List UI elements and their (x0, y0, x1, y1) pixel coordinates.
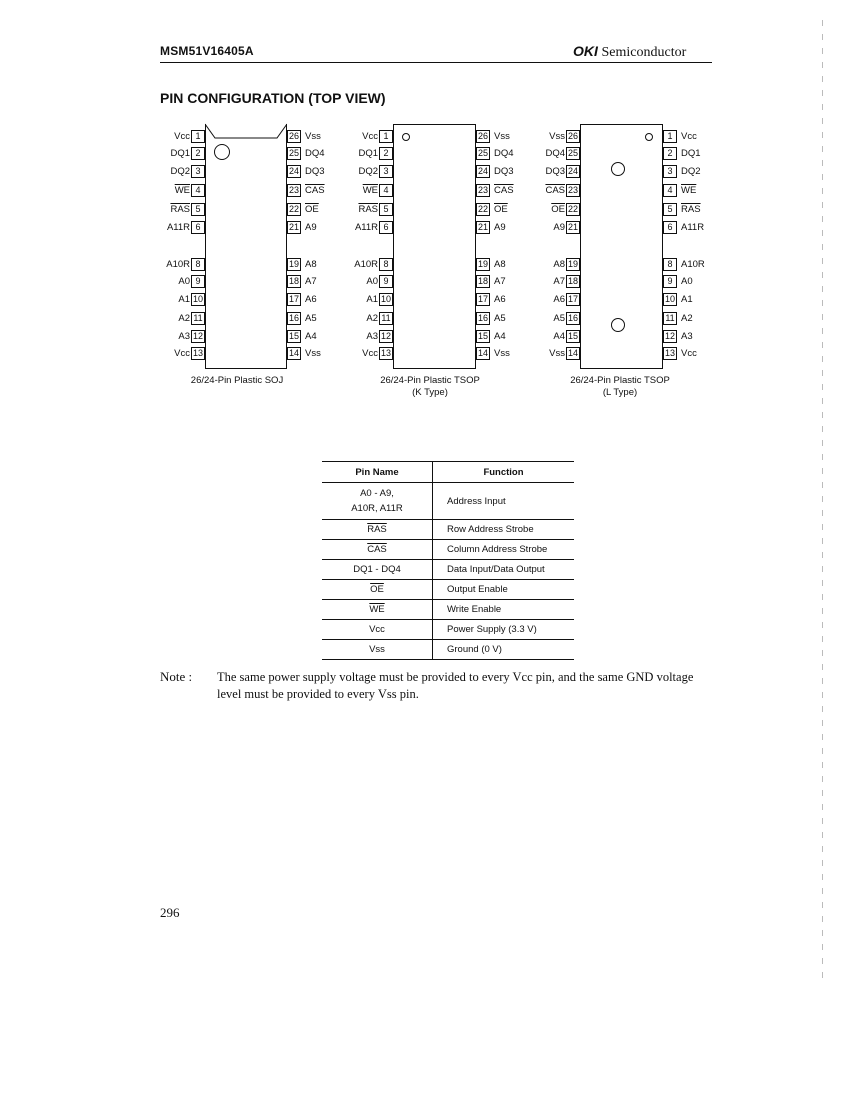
pin-number: 21 (477, 222, 488, 232)
pin-label: Vcc (174, 348, 190, 359)
pin-label: Vss (305, 131, 321, 142)
pin-label: Vss (549, 131, 565, 142)
pin-number: 14 (288, 348, 299, 358)
function-cell: Power Supply (3.3 V) (433, 620, 575, 640)
caption-line: 26/24-Pin Plastic TSOP (570, 375, 670, 386)
function-cell: Row Address Strobe (433, 520, 575, 540)
pin-label: A9 (553, 222, 565, 233)
pin-label: A4 (305, 331, 317, 342)
note-label: Note : (160, 669, 193, 684)
pin-number: 19 (288, 259, 299, 269)
pin-number: 15 (567, 331, 578, 341)
pin-name-cell: Vcc (322, 620, 433, 640)
pin-number: 3 (191, 165, 205, 178)
table-row (322, 600, 574, 620)
brand-suffix: Semiconductor (601, 45, 687, 60)
pin-label: A3 (366, 331, 378, 342)
pin-label: Vcc (362, 131, 378, 142)
pin-number: 21 (288, 222, 299, 232)
pin-label: $\overline{RAS}$ (170, 204, 190, 215)
table-row (322, 540, 574, 560)
pin-number: 25 (477, 148, 488, 158)
pin-label: Vcc (681, 131, 697, 142)
pin-label: A10R (354, 259, 378, 270)
pin-number: 18 (288, 276, 299, 286)
pin-function-table (322, 461, 574, 660)
pin-label: A8 (305, 259, 317, 270)
pin-number: 4 (379, 184, 393, 197)
pin-number: 10 (664, 294, 675, 304)
function-cell: Ground (0 V) (433, 640, 575, 660)
function-cell: Column Address Strobe (433, 540, 575, 560)
pin-number: 11 (379, 312, 393, 325)
package-body (205, 124, 287, 369)
pin-label: A4 (553, 331, 565, 342)
section-title: PIN CONFIGURATION (TOP VIEW) (160, 90, 386, 106)
pin-number: 24 (288, 166, 299, 176)
pin-label: A0 (366, 276, 378, 287)
pin-label: DQ3 (494, 166, 514, 177)
pin-label: Vss (549, 348, 565, 359)
pin-label: Vss (494, 348, 510, 359)
pin-label: Vcc (362, 348, 378, 359)
pin-number: 6 (379, 221, 393, 234)
pin-label: Vcc (681, 348, 697, 359)
orientation-marker (611, 162, 625, 176)
pin-label: A1 (366, 294, 378, 305)
pin-label: A8 (553, 259, 565, 270)
pin-name-cell: $\overline{WE}$ (322, 600, 433, 620)
pin-label: $\overline{CAS}$ (494, 185, 514, 196)
pin-label: A10R (166, 259, 190, 270)
pin-name-cell (322, 483, 433, 520)
pin-number: 1 (663, 130, 677, 143)
pin-label: $\overline{CAS}$ (305, 185, 325, 196)
pin-name-cell: $\overline{RAS}$ (322, 520, 433, 540)
caption-subline: (L Type) (602, 387, 638, 398)
pin-number: 24 (567, 166, 578, 176)
package-body (580, 124, 663, 369)
pin-label: DQ4 (545, 148, 565, 159)
pin-label: A5 (305, 313, 317, 324)
pin-label: DQ1 (681, 148, 701, 159)
caption-subline: (K Type) (412, 387, 448, 398)
pin-number: 22 (288, 204, 299, 214)
pin-label: DQ2 (681, 166, 701, 177)
pin-number: 24 (477, 166, 488, 176)
pin-name: A10R, A11R (351, 503, 403, 514)
pin-label: DQ1 (358, 148, 378, 159)
pin1-marker (645, 133, 653, 141)
pin-number: 8 (191, 258, 205, 271)
pin-name-cell: $\overline{OE}$ (322, 580, 433, 600)
pin-label: A6 (494, 294, 506, 305)
pin-number: 22 (567, 204, 578, 214)
pin-label: DQ4 (305, 148, 325, 159)
pin-name: A0 - A9, (360, 488, 394, 499)
pin-number: 4 (191, 184, 205, 197)
pin-number: 5 (663, 203, 677, 216)
pin-label: A7 (494, 276, 506, 287)
pin-number: 1 (379, 130, 393, 143)
pin-number: 1 (191, 130, 205, 143)
pin-number: 4 (663, 184, 677, 197)
pin-label: A9 (494, 222, 506, 233)
pin-number: 18 (477, 276, 488, 286)
pin-label: A11R (354, 222, 378, 233)
pin-number: 12 (380, 331, 391, 341)
pin-label: $\overline{WE}$ (681, 185, 697, 196)
page-edge-rule (822, 20, 823, 980)
pin-number: 18 (567, 276, 578, 286)
pin-number: 9 (379, 275, 393, 288)
pin-number: 3 (379, 165, 393, 178)
pin-number: 17 (288, 294, 299, 304)
pin-number: 17 (567, 294, 578, 304)
table-row (322, 620, 574, 640)
pin-label: A7 (553, 276, 565, 287)
table-row (322, 520, 574, 540)
pin-number: 13 (380, 348, 391, 358)
pin-number: 13 (192, 348, 203, 358)
pin-label: A2 (681, 313, 693, 324)
pin-label: $\overline{RAS}$ (681, 204, 701, 215)
pin-name-cell: Vss (322, 640, 433, 660)
pin-label: A1 (681, 294, 693, 305)
pin-label: $\overline{WE}$ (362, 185, 378, 196)
header-part-number: MSM51V16405A (160, 44, 254, 58)
pin-number: 10 (192, 294, 203, 304)
pin-number: 15 (288, 331, 299, 341)
pin-number: 23 (288, 185, 299, 195)
table-row (322, 640, 574, 660)
pin-label: DQ2 (358, 166, 378, 177)
pin-number: 26 (288, 131, 299, 141)
pin-number: 12 (664, 331, 675, 341)
brand-logo: OKI (573, 43, 598, 59)
pin-label: A3 (681, 331, 693, 342)
table-row (322, 483, 574, 520)
pin-number: 21 (567, 222, 578, 232)
pin-number: 14 (567, 348, 578, 358)
page-number: 296 (160, 905, 180, 920)
pin-number: 8 (379, 258, 393, 271)
orientation-marker (611, 318, 625, 332)
pin-label: Vss (305, 348, 321, 359)
pin-label: A11R (681, 222, 705, 233)
pin-label: A5 (494, 313, 506, 324)
package-caption-tsop-l (560, 375, 680, 399)
pin-name-cell: DQ1 - DQ4 (322, 560, 433, 580)
pin-number: 10 (380, 294, 391, 304)
column-header: Pin Name (322, 462, 433, 483)
pin-label: A10R (681, 259, 705, 270)
pin-number: 2 (663, 147, 677, 160)
pin-label: Vss (494, 131, 510, 142)
pin-label: Vcc (174, 131, 190, 142)
pin-number: 5 (191, 203, 205, 216)
pin-label: DQ4 (494, 148, 514, 159)
pin-number: 2 (191, 147, 205, 160)
pin-label: DQ2 (170, 166, 190, 177)
pin-number: 14 (477, 348, 488, 358)
package-body (393, 124, 476, 369)
pin-number: 16 (567, 313, 578, 323)
function-cell: Address Input (433, 483, 575, 520)
pin-label: DQ3 (545, 166, 565, 177)
pin-number: 9 (191, 275, 205, 288)
pin-label: A9 (305, 222, 317, 233)
pin-label: A1 (178, 294, 190, 305)
pin-number: 25 (288, 148, 299, 158)
caption-line: 26/24-Pin Plastic SOJ (190, 375, 284, 386)
pin-label: DQ3 (305, 166, 325, 177)
note-text: The same power supply voltage must be provided to every Vcc pin, and the same GND voltage level must be provided to every Vss pin. (217, 670, 694, 701)
pin-number: 2 (379, 147, 393, 160)
pin-number: 26 (477, 131, 488, 141)
function-cell: Write Enable (433, 600, 575, 620)
column-header: Function (433, 462, 575, 483)
pin-label: A6 (305, 294, 317, 305)
pin-label: A5 (553, 313, 565, 324)
pin-label: $\overline{OE}$ (305, 204, 319, 215)
pin-label: A7 (305, 276, 317, 287)
pin-label: A6 (553, 294, 565, 305)
pin-number: 22 (477, 204, 488, 214)
pin-number: 6 (663, 221, 677, 234)
pin-number: 3 (663, 165, 677, 178)
pin-number: 26 (567, 131, 578, 141)
pin-label: $\overline{WE}$ (174, 185, 190, 196)
pin1-marker (402, 133, 410, 141)
header-rule (160, 62, 712, 63)
pin-number: 11 (191, 312, 205, 325)
package-notch (205, 123, 287, 141)
pin-number: 8 (663, 258, 677, 271)
pin-number: 16 (288, 313, 299, 323)
pin-label: DQ1 (170, 148, 190, 159)
pin-number: 12 (192, 331, 203, 341)
pin-number: 23 (567, 185, 578, 195)
header-brand (573, 43, 686, 61)
pin-number: 19 (567, 259, 578, 269)
pin-number: 16 (477, 313, 488, 323)
pin-number: 23 (477, 185, 488, 195)
pin-label: A0 (681, 276, 693, 287)
pin-label: A2 (366, 313, 378, 324)
pin-number: 5 (379, 203, 393, 216)
pin-label: $\overline{OE}$ (494, 204, 508, 215)
function-cell: Data Input/Data Output (433, 560, 575, 580)
table-row (322, 560, 574, 580)
pin-number: 6 (191, 221, 205, 234)
pin-number: 9 (663, 275, 677, 288)
pin-label: A0 (178, 276, 190, 287)
pin-label: A3 (178, 331, 190, 342)
pin-label: A2 (178, 313, 190, 324)
table-row (322, 580, 574, 600)
function-cell: Output Enable (433, 580, 575, 600)
pin-name-cell: $\overline{CAS}$ (322, 540, 433, 560)
pin-label: $\overline{OE}$ (551, 204, 565, 215)
table-header-row (322, 462, 574, 483)
pin-label: A4 (494, 331, 506, 342)
pin-label: A11R (166, 222, 190, 233)
pin-label: $\overline{RAS}$ (358, 204, 378, 215)
package-caption-tsop-k (370, 375, 490, 399)
pin-number: 11 (663, 312, 677, 325)
pin-label: A8 (494, 259, 506, 270)
pin-label: $\overline{CAS}$ (545, 185, 565, 196)
pin-number: 15 (477, 331, 488, 341)
pin-number: 19 (477, 259, 488, 269)
pin1-marker (214, 144, 230, 160)
pin-number: 17 (477, 294, 488, 304)
caption-line: 26/24-Pin Plastic TSOP (380, 375, 480, 386)
package-caption-soj (182, 375, 292, 387)
pin-number: 13 (664, 348, 675, 358)
pin-number: 25 (567, 148, 578, 158)
